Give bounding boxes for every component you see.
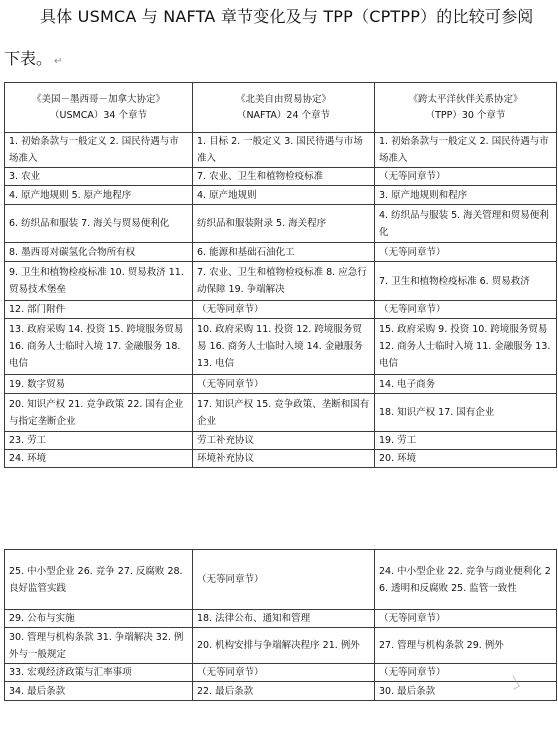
cell-usmca: 12. 部门附件	[5, 301, 193, 319]
cell-usmca: 33. 宏观经济政策与汇率事项	[5, 664, 193, 682]
cell-nafta: （无等同章节）	[193, 301, 375, 319]
cell-nafta: 7. 农业、卫生和植物检疫标准	[193, 168, 375, 186]
cell-tpp: 27. 管理与机构条款 29. 例外	[375, 628, 557, 664]
cell-usmca: 20. 知识产权 21. 竞争政策 22. 国有企业与指定垄断企业	[5, 394, 193, 432]
cell-nafta: 17. 知识产权 15. 竞争政策、垄断和国有企业	[193, 394, 375, 432]
cell-nafta: 1. 目标 2. 一般定义 3. 国民待遇与市场准入	[193, 133, 375, 168]
table-row	[5, 682, 557, 701]
table-row	[5, 375, 557, 394]
cell-usmca: 9. 卫生和植物检疫标准 10. 贸易救济 11. 贸易技术堡垒	[5, 262, 193, 301]
cell-usmca: 25. 中小型企业 26. 竞争 27. 反腐败 28. 良好监管实践	[5, 550, 193, 610]
table-header-row	[5, 83, 557, 133]
cell-tpp: 18. 知识产权 17. 国有企业	[375, 394, 557, 432]
table-row	[5, 610, 557, 628]
table-row	[5, 432, 557, 450]
cell-nafta: 劳工补充协议	[193, 432, 375, 450]
header-line: （NAFTA）24 个章节	[236, 109, 331, 121]
cell-nafta: 10. 政府采购 11. 投资 12. 跨境服务贸易 16. 商务人士临时入境 14. 金融服务 13. 电信	[193, 319, 375, 375]
intro-line-2-text: 下表。	[4, 49, 53, 68]
table-row	[5, 186, 557, 205]
header-cell-tpp	[375, 83, 557, 133]
header-cell-nafta	[193, 83, 375, 133]
cell-nafta: 22. 最后条款	[193, 682, 375, 701]
cell-nafta: 环境补充协议	[193, 450, 375, 468]
table-row	[5, 394, 557, 432]
cell-tpp: 19. 劳工	[375, 432, 557, 450]
intro-line-2	[4, 46, 62, 69]
cell-usmca: 4. 原产地规则 5. 原产地程序	[5, 186, 193, 205]
cell-tpp: 24. 中小型企业 22. 竞争与商业便利化 26. 透明和反腐败 25. 监管一致性	[375, 550, 557, 610]
cell-usmca: 1. 初始条款与一般定义 2. 国民待遇与市场准入	[5, 133, 193, 168]
cell-nafta: （无等同章节）	[193, 375, 375, 394]
intro-line-1: 具体 USMCA 与 NAFTA 章节变化及与 TPP（CPTPP）的比较可参阅	[40, 7, 534, 26]
comparison-table-part-1	[4, 82, 557, 468]
table-row	[5, 664, 557, 682]
cell-tpp: （无等同章节）	[375, 168, 557, 186]
cell-tpp: 20. 环境	[375, 450, 557, 468]
header-line: （USMCA）34 个章节	[50, 109, 147, 121]
cell-nafta: 7. 农业、卫生和植物检疫标准 8. 应急行动保障 19. 争端解决	[193, 262, 375, 301]
table-row	[5, 319, 557, 375]
header-cell-usmca	[5, 83, 193, 133]
cell-tpp: （无等同章节）	[375, 243, 557, 262]
header-line: 《跨太平洋伙伴关系协定》	[408, 93, 523, 105]
cell-tpp: 30. 最后条款	[375, 682, 557, 701]
cell-usmca: 24. 环境	[5, 450, 193, 468]
table-row	[5, 168, 557, 186]
header-line: （TPP）30 个章节	[425, 109, 506, 121]
cell-tpp: 4. 纺织品与服装 5. 海关管理和贸易便利化	[375, 205, 557, 243]
cell-tpp: 1. 初始条款与一般定义 2. 国民待遇与市场准入	[375, 133, 557, 168]
cell-tpp: 15. 政府采购 9. 投资 10. 跨境服务贸易 12. 商务人士临时入境 11. 金融服务 13. 电信	[375, 319, 557, 375]
cell-usmca: 19. 数字贸易	[5, 375, 193, 394]
cell-nafta: 纺织品和服装附录 5. 海关程序	[193, 205, 375, 243]
cell-tpp: 7. 卫生和植物检疫标准 6. 贸易救济	[375, 262, 557, 301]
intro-paragraph	[0, 0, 558, 82]
cell-nafta: 6. 能源和基础石油化工	[193, 243, 375, 262]
cell-usmca: 3. 农业	[5, 168, 193, 186]
cell-usmca: 6. 纺织品和服装 7. 海关与贸易便利化	[5, 205, 193, 243]
cell-nafta: 20. 机构安排与争端解决程序 21. 例外	[193, 628, 375, 664]
cell-usmca: 23. 劳工	[5, 432, 193, 450]
header-line: 《北美自由贸易协定》	[235, 93, 331, 105]
cell-usmca: 13. 政府采购 14. 投资 15. 跨境服务贸易 16. 商务人士临时入境 17. 金融服务 18. 电信	[5, 319, 193, 375]
table-row	[5, 205, 557, 243]
cell-tpp: （无等同章节）	[375, 664, 557, 682]
cell-usmca: 29. 公布与实施	[5, 610, 193, 628]
cell-usmca: 30. 管理与机构条款 31. 争端解决 32. 例外与一般规定	[5, 628, 193, 664]
table-row	[5, 301, 557, 319]
table-row	[5, 243, 557, 262]
cell-usmca: 34. 最后条款	[5, 682, 193, 701]
table-row	[5, 628, 557, 664]
cell-nafta: 18. 法律公布、通知和管理	[193, 610, 375, 628]
table-row	[5, 133, 557, 168]
cell-nafta: 4. 原产地规则	[193, 186, 375, 205]
comparison-table-part-2	[4, 549, 557, 701]
cell-nafta: （无等同章节）	[193, 550, 375, 610]
header-line: 《美国－墨西哥－加拿大协定》	[31, 93, 165, 105]
table-row	[5, 550, 557, 610]
cell-tpp: 14. 电子商务	[375, 375, 557, 394]
paragraph-mark-icon: ↵	[54, 56, 63, 67]
cell-tpp: （无等同章节）	[375, 610, 557, 628]
table-row	[5, 450, 557, 468]
table-row	[5, 262, 557, 301]
cell-usmca: 8. 墨西哥对碳氢化合物所有权	[5, 243, 193, 262]
cell-tpp: 3. 原产地规则和程序	[375, 186, 557, 205]
cell-nafta: （无等同章节）	[193, 664, 375, 682]
cell-tpp: （无等同章节）	[375, 301, 557, 319]
